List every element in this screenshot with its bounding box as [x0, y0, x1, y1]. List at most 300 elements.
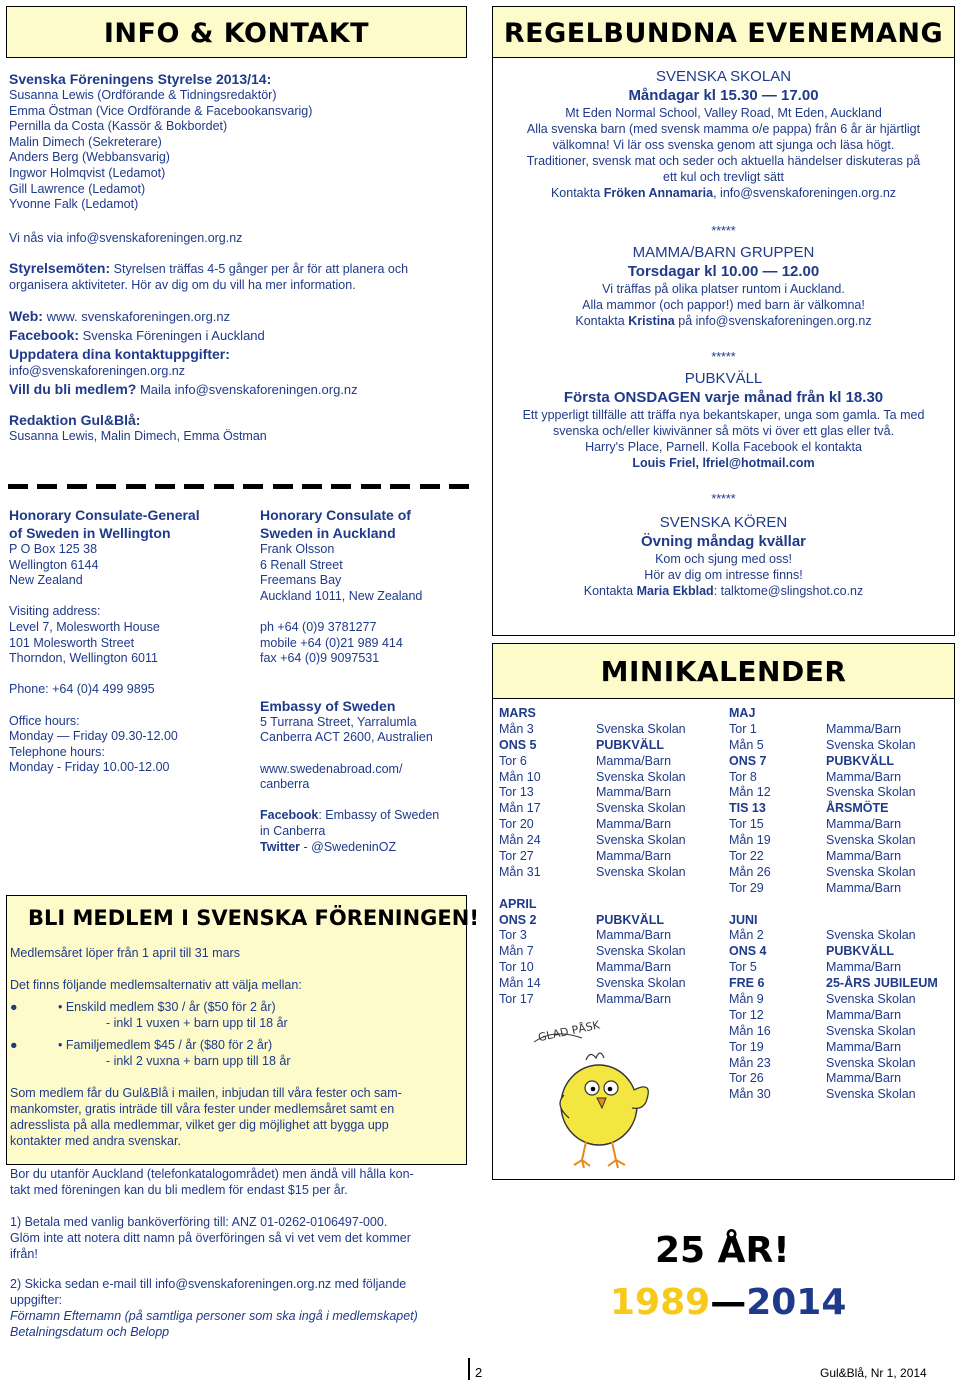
calendar-date: Tor 12: [729, 1007, 764, 1022]
embassy-line: www.swedenabroad.com/: [260, 761, 403, 776]
wellington-line: Wellington 6144: [9, 557, 99, 572]
membership-intro: Det finns följande medlemsalternativ att välja mellan:: [10, 978, 302, 992]
wellington-line: Telephone hours:: [9, 744, 105, 759]
calendar-row: [499, 833, 719, 849]
auckland-line: [260, 604, 480, 620]
footer-rule: [468, 1358, 470, 1380]
web-value[interactable]: www. svenskaforeningen.org.nz: [46, 309, 231, 325]
board-title: Svenska Föreningens Styrelse 2013/14:: [9, 71, 272, 87]
facebook-label: Facebook:: [9, 327, 80, 344]
calendar-row: [499, 706, 719, 722]
calendar-event: Svenska Skolan: [596, 769, 686, 784]
auckland-line: Freemans Bay: [260, 573, 342, 588]
calendar-event: ÅRSMÖTE: [826, 801, 889, 816]
calendar-date: MAJ: [729, 706, 756, 720]
calendar-date: ONS 2: [499, 912, 537, 927]
calendar-event: Svenska Skolan: [596, 801, 686, 816]
membership-outside: [10, 1166, 465, 1198]
wellington-line: Thorndon, Wellington 6011: [9, 651, 158, 666]
auckland-title-line1: Honorary Consulate of: [260, 507, 411, 523]
calendar-date: Tor 5: [729, 960, 757, 975]
calendar-row: [729, 738, 954, 754]
issue-label: Gul&Blå, Nr 1, 2014: [820, 1366, 927, 1380]
dash-segment: [126, 484, 146, 489]
calendar-event: Svenska Skolan: [826, 737, 916, 752]
calendar-event: Svenska Skolan: [826, 1023, 916, 1038]
web-line: [9, 307, 469, 326]
update-value[interactable]: info@svenskaforeningen.org.nz: [9, 364, 185, 379]
calendar-row: [729, 754, 954, 770]
embassy-line: 5 Turrana Street, Yarralumla: [260, 714, 417, 729]
calendar-date: Tor 26: [729, 1071, 764, 1086]
membership-content: [10, 945, 465, 1340]
benefit-line: Som medlem får du Gul&Blå i mailen, inbjudan till våra fester och sam-: [10, 1086, 402, 1100]
calendar-event: Svenska Skolan: [826, 864, 916, 879]
calendar-date: Tor 6: [499, 753, 527, 768]
calendar-row: [499, 913, 719, 929]
board-member: Anders Berg (Webbansvarig): [9, 150, 170, 165]
wellington-title-line2: of Sweden in Wellington: [9, 525, 171, 541]
calendar-event: Mamma/Barn: [826, 817, 902, 832]
event-separator: *****: [711, 224, 736, 238]
calendar-row: [729, 770, 954, 786]
embassy-facebook-text2: in Canberra: [260, 823, 326, 838]
choir-title: SVENSKA KÖREN: [659, 514, 788, 531]
choir-when: Övning måndag kvällar: [640, 533, 807, 550]
wellington-line: Visiting address:: [9, 604, 101, 619]
calendar-event: PUBKVÄLL: [596, 737, 665, 752]
pub-when: Första ONSDAGEN varje månad från kl 18.30: [563, 389, 884, 406]
calendar-date: Tor 29: [729, 880, 764, 895]
benefit-line: kontakter med andra svenskar.: [10, 1134, 181, 1148]
calendar-row: [729, 1008, 954, 1024]
option-family-sub: - inkl 2 vuxna + barn upp till 18 år: [106, 1054, 291, 1068]
jubilee-years-range: [610, 1280, 846, 1326]
calendar-row: [499, 801, 719, 817]
membership-header: BLI MEDLEM I SVENSKA FÖRENINGEN!: [28, 906, 479, 930]
embassy-line: Canberra ACT 2600, Australien: [260, 730, 433, 745]
embassy-line: [260, 746, 480, 762]
calendar-row: [729, 1040, 954, 1056]
calendar-row: [499, 960, 719, 976]
mamma-title: MAMMA/BARN GRUPPEN: [632, 244, 815, 261]
dash-segment: [243, 484, 263, 489]
wellington-line: [9, 589, 249, 605]
embassy-lines: [260, 715, 480, 809]
auckland-lines: [260, 542, 480, 667]
embassy-twitter: [260, 840, 480, 856]
dash-segment: [37, 484, 57, 489]
calendar-column-left: [499, 706, 719, 1008]
pub-line: Harry's Place, Parnell. Kolla Facebook el kontakta: [585, 440, 862, 454]
option-family-label: • Familjemedlem $45 / år ($80 för 2 år): [58, 1038, 273, 1052]
board-member: Malin Dimech (Sekreterare): [9, 134, 162, 149]
embassy-twitter-handle[interactable]: - @SwedeninOZ: [300, 839, 397, 854]
calendar-date: JUNI: [729, 912, 758, 927]
jubilee-years-label: 25 ÅR!: [655, 1230, 790, 1271]
choir-contact-name: Maria Ekblad: [636, 584, 714, 598]
board-member: Susanna Lewis (Ordförande & Tidningsredaktör): [9, 88, 277, 102]
dash-segment: [67, 484, 87, 489]
calendar-event: Mamma/Barn: [596, 992, 672, 1007]
calendar-row: [729, 833, 954, 849]
dash-segment: [96, 484, 116, 489]
wellington-title: [9, 506, 249, 542]
calendar-event: Svenska Skolan: [826, 1087, 916, 1102]
calendar-date: Mån 17: [499, 801, 541, 816]
board-member: Yvonne Falk (Ledamot): [9, 197, 139, 212]
calendar-event: Mamma/Barn: [596, 849, 672, 864]
mamma-contact: Kontakta Kristina på info@svenskaforeningen.org.nz: [575, 314, 872, 328]
school-line: Alla svenska barn (med svensk mamma o/e pappa) från 6 år är hjärtligt: [526, 122, 921, 136]
calendar-date: [499, 881, 596, 897]
wellington-line: [9, 698, 249, 714]
info-header: INFO & KONTAKT: [6, 6, 467, 58]
calendar-date: [729, 897, 826, 913]
payment-line: 1) Betala med vanlig banköverföring till: ANZ 01-0262-0106497-000.: [10, 1215, 388, 1229]
meetings-block: [9, 260, 469, 293]
calendar-row: [499, 928, 719, 944]
dash-segment: [155, 484, 175, 489]
wellington-line: Level 7, Molesworth House: [9, 619, 160, 634]
dash-segment: [449, 484, 469, 489]
calendar-date: Mån 14: [499, 976, 541, 991]
benefit-line: adresslista på alla medlemmar, vilket ger dig möjlighet att bygga upp: [10, 1118, 389, 1132]
calendar-date: Tor 13: [499, 785, 534, 800]
bullet-icon: ●: [10, 1000, 18, 1014]
calendar-event: Mamma/Barn: [826, 1039, 902, 1054]
auckland-line: fax +64 (0)9 9097531: [260, 651, 380, 666]
board-member: Emma Östman (Vice Ordförande & Facebookansvarig): [9, 103, 313, 118]
calendar-event: Svenska Skolan: [826, 992, 916, 1007]
event-separator: *****: [711, 350, 736, 364]
calendar-event: Mamma/Barn: [826, 1007, 902, 1022]
calendar-date: Mån 9: [729, 992, 764, 1007]
calendar-row: [499, 817, 719, 833]
calendar-date: Mån 2: [729, 928, 764, 943]
bullet-icon: ●: [10, 1038, 18, 1052]
calendar-date: Mån 19: [729, 833, 771, 848]
option-single-sub: - inkl 1 vuxen + barn upp til 18 år: [106, 1016, 288, 1030]
mamma-description: [493, 281, 954, 313]
events-header: REGELBUNDNA EVENEMANG: [492, 6, 955, 58]
calendar-event: Svenska Skolan: [826, 833, 916, 848]
wellington-line: Office hours:: [9, 713, 80, 728]
page-number: 2: [475, 1365, 483, 1380]
calendar-date: Mån 24: [499, 833, 541, 848]
payment-line: uppgifter:: [10, 1293, 63, 1307]
option-single-label: • Enskild medlem $30 / år ($50 för 2 år): [58, 1000, 276, 1014]
calendar-event: Svenska Skolan: [596, 721, 686, 736]
outside-line: Bor du utanför Auckland (telefonkatalogområdet) men ändå vill hålla kon-: [10, 1167, 414, 1181]
calendar-event: Mamma/Barn: [596, 785, 672, 800]
calendar-event: Svenska Skolan: [596, 833, 686, 848]
calendar-row: [499, 754, 719, 770]
pub-contact: Louis Friel, lfriel@hotmail.com: [632, 456, 815, 470]
calendar-date: Tor 10: [499, 960, 534, 975]
membership-benefits: [10, 1085, 465, 1149]
payment-field-line: Betalningsdatum och Belopp: [10, 1325, 170, 1339]
choir-description: [493, 551, 954, 583]
payment-line: Glöm inte att notera ditt namn på överföringen så vi vet vem det kommer: [10, 1231, 411, 1245]
calendar-row: [499, 770, 719, 786]
wellington-line: P O Box 125 38: [9, 542, 98, 556]
pub-line: Ett ypperligt tillfälle att träffa nya bekantskaper, unga som gamla. Ta med: [522, 408, 925, 422]
school-contact-name: Fröken Annamaria: [603, 186, 714, 200]
calendar-date: TIS 13: [729, 801, 766, 816]
calendar-date: Tor 17: [499, 992, 534, 1007]
calendar-event: Mamma/Barn: [596, 960, 672, 975]
calendar-row: [729, 849, 954, 865]
calendar-row: [729, 1056, 954, 1072]
calendar-date: Tor 3: [499, 928, 527, 943]
calendar-event: Mamma/Barn: [826, 960, 902, 975]
facebook-value[interactable]: Svenska Föreningen i Auckland: [82, 328, 265, 344]
board-member: Gill Lawrence (Ledamot): [9, 181, 146, 196]
jubilee-dash: —: [710, 1282, 747, 1323]
calendar-date: Tor 1: [729, 721, 757, 736]
calendar-date: Mån 26: [729, 864, 771, 879]
calendar-event: Mamma/Barn: [826, 880, 902, 895]
calendar-event: Mamma/Barn: [596, 817, 672, 832]
board-list: [9, 88, 469, 213]
calendar-row: [729, 1087, 954, 1103]
mamma-when: Torsdagar kl 10.00 — 12.00: [627, 263, 820, 280]
member-line: [9, 380, 469, 399]
meetings-text2: organisera aktiviteter. Hör av dig om du vill ha mer information.: [9, 278, 356, 293]
membership-option-single: [10, 999, 465, 1031]
dash-segment: [420, 484, 440, 489]
calendar-column-right: [729, 706, 954, 1103]
payment-line: 2) Skicka sedan e-mail till info@svenskaforeningen.org.nz med följande: [10, 1277, 407, 1291]
calendar-row: [729, 1024, 954, 1040]
editor-value: Susanna Lewis, Malin Dimech, Emma Östman: [9, 428, 267, 443]
calendar-row: [499, 865, 719, 881]
wellington-line: 101 Molesworth Street: [9, 635, 135, 650]
auckland-line: 6 Renall Street: [260, 557, 343, 572]
dash-segment: [214, 484, 234, 489]
wellington-line: Phone: +64 (0)4 499 9895: [9, 682, 155, 697]
calendar-row: [499, 722, 719, 738]
calendar-row: [499, 944, 719, 960]
calendar-date: Mån 16: [729, 1023, 771, 1038]
auckland-line: Frank Olsson: [260, 542, 335, 556]
calendar-row: [729, 913, 954, 929]
calendar-date: Mån 23: [729, 1055, 771, 1070]
calendar-date: Tor 22: [729, 849, 764, 864]
dash-segment: [8, 484, 28, 489]
chick-caption: GLAD PÅSK: [536, 1018, 601, 1045]
mamma-line: Vi träffas på olika platser runtom i Auckland.: [602, 282, 845, 296]
member-value[interactable]: Maila info@svenskaforeningen.org.nz: [139, 381, 358, 397]
benefit-line: mankomster, gratis inträde till våra fester under medlemsåret samt en: [10, 1102, 395, 1116]
embassy-facebook: [260, 808, 480, 839]
dash-segment: [273, 484, 293, 489]
auckland-consulate: [260, 506, 480, 855]
calendar-event: Svenska Skolan: [826, 1055, 916, 1070]
wellington-lines: [9, 542, 249, 776]
mamma-contact-name: Kristina: [628, 314, 675, 328]
calendar-date: Mån 3: [499, 721, 534, 736]
embassy-twitter-label: Twitter: [260, 839, 301, 854]
embassy-title: Embassy of Sweden: [260, 697, 396, 714]
calendar-date: Mån 7: [499, 944, 534, 959]
calendar-header: MINIKALENDER: [492, 643, 955, 699]
calendar-date: APRIL: [499, 896, 537, 911]
calendar-row: [499, 738, 719, 754]
auckland-line: mobile +64 (0)21 989 414: [260, 635, 403, 650]
calendar-row: [729, 992, 954, 1008]
wellington-consulate: [9, 506, 249, 776]
calendar-event: PUBKVÄLL: [826, 753, 895, 768]
board-member: Pernilla da Costa (Kassör & Bokbordet): [9, 119, 228, 134]
calendar-event: Svenska Skolan: [826, 785, 916, 800]
wellington-line: Monday - Friday 10.00-12.00: [9, 760, 170, 775]
calendar-date: Tor 8: [729, 769, 757, 784]
membership-option-family: [10, 1037, 465, 1069]
calendar-event: Svenska Skolan: [596, 864, 686, 879]
payment-step-2-fields: [10, 1308, 465, 1340]
member-label: Vill du bli medlem?: [9, 380, 137, 397]
calendar-row: [729, 706, 954, 722]
calendar-row: [729, 976, 954, 992]
calendar-row: [729, 801, 954, 817]
events-box: [492, 58, 955, 636]
auckland-title: [260, 506, 480, 542]
wellington-title-line1: Honorary Consulate-General: [9, 507, 200, 523]
meetings-label: Styrelsemöten:: [9, 260, 111, 277]
school-line: Mt Eden Normal School, Valley Road, Mt Eden, Auckland: [565, 106, 882, 120]
calendar-event: Mamma/Barn: [596, 928, 672, 943]
calendar-event: Mamma/Barn: [826, 721, 902, 736]
wellington-line: Monday — Friday 09.30-12.00: [9, 729, 178, 744]
calendar-row: [729, 897, 954, 913]
web-label: Web:: [9, 308, 43, 325]
calendar-date: Mån 31: [499, 864, 541, 879]
jubilee-end-year: 2014: [746, 1282, 847, 1323]
calendar-date: ONS 5: [499, 737, 537, 752]
calendar-event: Mamma/Barn: [826, 1071, 902, 1086]
reach-text: Vi nås via info@svenskaforeningen.org.nz: [9, 230, 243, 245]
calendar-event: Svenska Skolan: [596, 944, 686, 959]
calendar-date: ONS 7: [729, 753, 767, 768]
calendar-date: MARS: [499, 706, 536, 720]
auckland-line: Auckland 1011, New Zealand: [260, 588, 423, 603]
calendar-row: [499, 976, 719, 992]
calendar-date: FRE 6: [729, 976, 765, 991]
calendar-date: Tor 15: [729, 817, 764, 832]
calendar-date: ONS 4: [729, 944, 767, 959]
calendar-row: [499, 992, 719, 1008]
calendar-date: Mån 30: [729, 1087, 771, 1102]
calendar-date: Mån 5: [729, 737, 764, 752]
embassy-facebook-text: : Embassy of Sweden: [318, 808, 440, 823]
calendar-row: [729, 722, 954, 738]
embassy-facebook-label: Facebook: [260, 808, 319, 823]
choir-contact: Kontakta Maria Ekblad: talktome@slingshot.co.nz: [583, 584, 864, 598]
calendar-date: Tor 20: [499, 817, 534, 832]
dash-segment: [302, 484, 322, 489]
info-section: [9, 70, 469, 445]
dash-segment: [390, 484, 410, 489]
dash-segment: [361, 484, 381, 489]
calendar-row: [729, 960, 954, 976]
auckland-line: ph +64 (0)9 3781277: [260, 619, 377, 634]
calendar-row: [499, 897, 719, 913]
outside-line: takt med föreningen kan du bli medlem för endast $15 per år.: [10, 1183, 348, 1197]
board-member: Ingwor Holmqvist (Ledamot): [9, 165, 166, 180]
dash-segment: [331, 484, 351, 489]
school-line: Traditioner, svensk mat och seder och aktuella händelser diskuteras på: [526, 154, 921, 168]
calendar-event: Mamma/Barn: [596, 753, 672, 768]
jubilee-start-year: 1989: [610, 1282, 711, 1323]
school-line: välkomna! Vi lär oss svenska genom att sjunga och läsa högt.: [552, 138, 895, 152]
choir-line: Hör av dig om intresse finns!: [644, 568, 803, 582]
chick-icon: [524, 1010, 674, 1175]
payment-field-line: Förnamn Efternamn (på samtliga personer som ska ingå i medlemskapet): [10, 1309, 418, 1323]
calendar-date: Mån 10: [499, 769, 541, 784]
wellington-line: [9, 667, 249, 683]
embassy-line: canberra: [260, 777, 310, 792]
calendar-row: [729, 865, 954, 881]
school-when: Måndagar kl 15.30 — 17.00: [628, 87, 819, 104]
membership-period: Medlemsåret löper från 1 april till 31 mars: [10, 946, 240, 960]
calendar-event: Mamma/Barn: [826, 849, 902, 864]
calendar-row: [499, 849, 719, 865]
calendar-row: [499, 881, 719, 897]
calendar-row: [499, 785, 719, 801]
calendar-row: [729, 928, 954, 944]
embassy-line: [260, 793, 480, 809]
facebook-line: [9, 326, 469, 345]
mamma-line: Alla mammor (och pappor!) med barn är välkomna!: [582, 298, 865, 312]
calendar-row: [729, 1071, 954, 1087]
payment-step-2: [10, 1276, 465, 1308]
event-separator: *****: [711, 492, 736, 506]
calendar-date: Tor 27: [499, 849, 534, 864]
choir-line: Kom och sjung med oss!: [655, 552, 792, 566]
easter-chick-illustration: [524, 1010, 674, 1175]
payment-line: ifrån!: [10, 1247, 38, 1261]
update-label: Uppdatera dina kontaktuppgifter:: [9, 346, 230, 363]
school-title: SVENSKA SKOLAN: [655, 68, 792, 85]
dash-segment: [184, 484, 204, 489]
pub-line: svenska och/eller kiwivänner så möts vi över ett glas eller två.: [552, 424, 895, 438]
school-contact: Kontakta Fröken Annamaria, info@svenskaforeningen.org.nz: [550, 186, 897, 200]
calendar-event: 25-ÅRS JUBILEUM: [826, 976, 938, 991]
calendar-row: [729, 944, 954, 960]
calendar-row: [729, 817, 954, 833]
auckland-title-line2: Sweden in Auckland: [260, 525, 396, 541]
school-description: [493, 105, 954, 185]
pub-description: [493, 407, 954, 455]
calendar-event: PUBKVÄLL: [596, 912, 665, 927]
meetings-text1: Styrelsen träffas 4-5 gånger per år för att planera och: [113, 262, 409, 277]
pub-title: PUBKVÄLL: [684, 370, 763, 387]
calendar-date: Tor 19: [729, 1039, 764, 1054]
calendar-event: Svenska Skolan: [596, 976, 686, 991]
calendar-event: Mamma/Barn: [826, 769, 902, 784]
wellington-line: New Zealand: [9, 573, 83, 588]
editor-label: Redaktion Gul&Blå:: [9, 411, 141, 428]
calendar-date: Mån 12: [729, 785, 771, 800]
calendar-row: [729, 785, 954, 801]
school-line: ett kul och trevligt sätt: [663, 170, 784, 184]
calendar-event: Svenska Skolan: [826, 928, 916, 943]
calendar-row: [729, 881, 954, 897]
calendar-event: PUBKVÄLL: [826, 944, 895, 959]
payment-step-1: [10, 1214, 465, 1262]
